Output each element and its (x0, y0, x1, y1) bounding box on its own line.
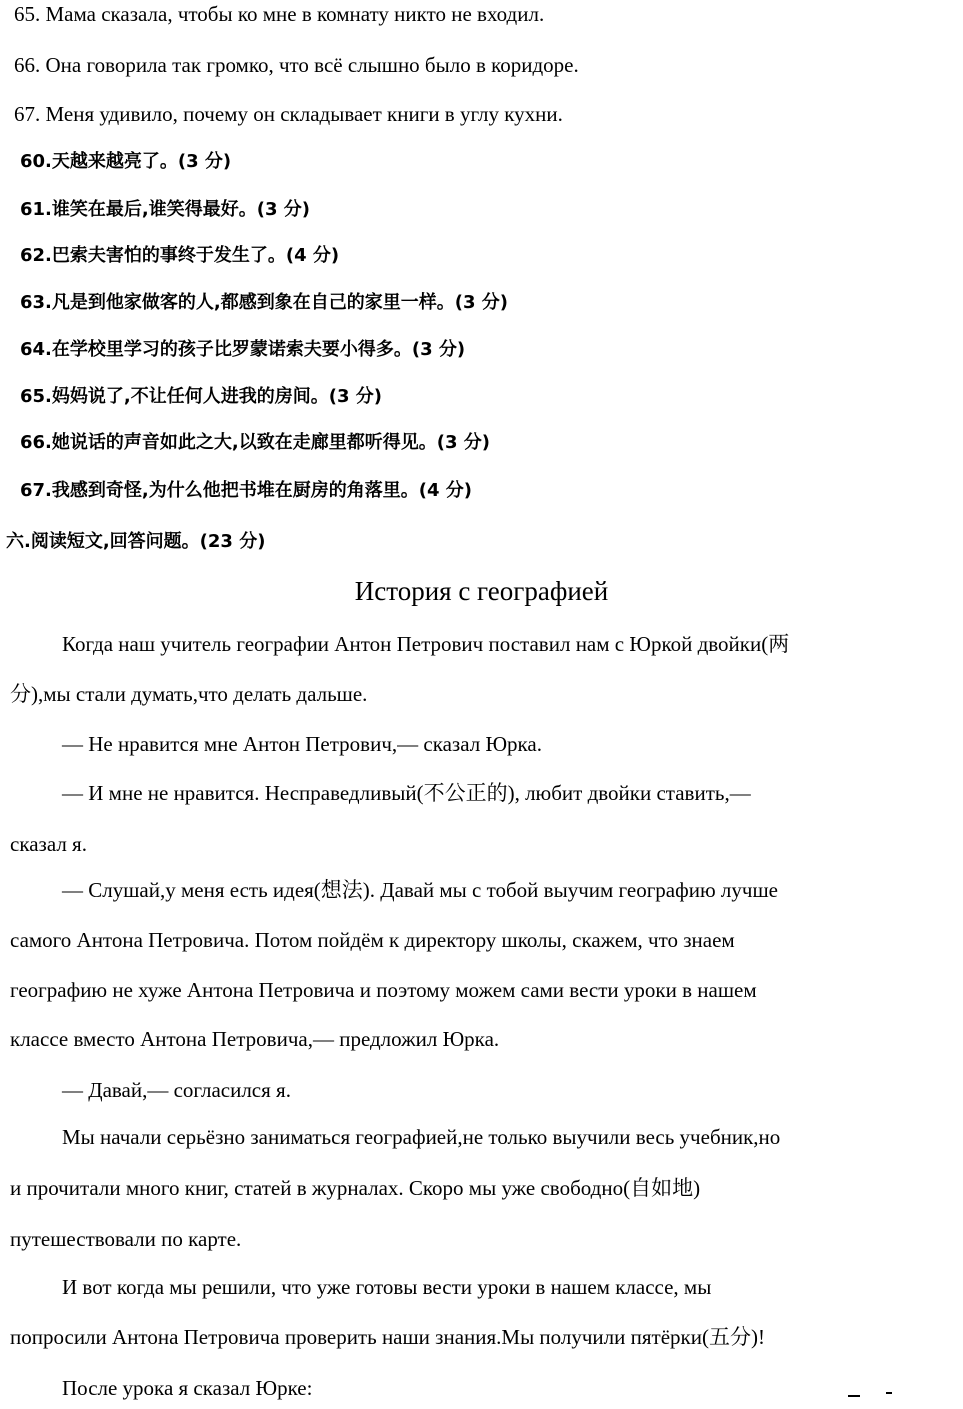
cn-answer-67: 67.我感到奇怪,为什么他把书堆在厨房的角落里。(4 分) (20, 480, 472, 501)
story-title: История с географией (354, 576, 609, 606)
story-line: И вот когда мы решили, что уже готовы вести уроки в нашем классе, мы (62, 1275, 712, 1299)
cn-answer-61: 61.谁笑在最后,谁笑得最好。(3 分) (20, 199, 310, 220)
story-line: географию не хуже Антона Петровича и поэтому можем сами вести уроки в нашем (10, 978, 757, 1002)
story-line: Мы начали серьёзно заниматься географией,не только выучили весь учебник,но (62, 1125, 781, 1149)
story-line: — И мне не нравится. Несправедливый(不公正的), любит двойки ставить,— (62, 781, 751, 805)
cn-answer-65: 65.妈妈说了,不让任何人进我的房间。(3 分) (20, 386, 382, 407)
cn-answer-66: 66.她说话的声音如此之大,以致在走廊里都听得见。(3 分) (20, 432, 490, 453)
story-line: попросили Антона Петровича проверить наши знания.Мы получили пятёрки(五分)! (10, 1325, 765, 1349)
story-line: — Слушай,у меня есть идея(想法). Давай мы с тобой выучим географию лучше (62, 878, 778, 902)
story-line: самого Антона Петровича. Потом пойдём к директору школы, скажем, что знаем (10, 928, 735, 952)
story-line: и прочитали много книг, статей в журналах. Скоро мы уже свободно(自如地) (10, 1176, 701, 1200)
story-line: — Не нравится мне Антон Петрович,— сказал Юрка. (62, 732, 542, 756)
story-line: Когда наш учитель географии Антон Петрович поставил нам с Юркой двойки(两 (62, 632, 790, 656)
story-line: сказал я. (10, 832, 87, 856)
ru-answer-66: 66. Она говорила так громко, что всё слышно было в коридоре. (14, 53, 579, 77)
section-heading: 六.阅读短文,回答问题。(23 分) (6, 531, 266, 552)
ru-answer-65: 65. Мама сказала, чтобы ко мне в комнату никто не входил. (14, 2, 545, 26)
story-line: 分),мы стали думать,что делать дальше. (10, 682, 368, 706)
story-line: классе вместо Антона Петровича,— предложил Юрка. (10, 1027, 500, 1051)
story-line: — Давай,— согласился я. (62, 1078, 291, 1102)
cn-answer-64: 64.在学校里学习的孩子比罗蒙诺索夫要小得多。(3 分) (20, 339, 466, 360)
cn-answer-60: 60.天越来越亮了。(3 分) (20, 151, 232, 172)
story-line: путешествовали по карте. (10, 1227, 242, 1251)
story-line: После урока я сказал Юрке: (62, 1376, 313, 1400)
cn-answer-62: 62.巴索夫害怕的事终于发生了。(4 分) (20, 245, 340, 266)
scan-mark (886, 1392, 892, 1394)
ru-answer-67: 67. Меня удивило, почему он складывает книги в углу кухни. (14, 102, 563, 126)
scan-mark (848, 1395, 860, 1397)
cn-answer-63: 63.凡是到他家做客的人,都感到象在自己的家里一样。(3 分) (20, 292, 508, 313)
